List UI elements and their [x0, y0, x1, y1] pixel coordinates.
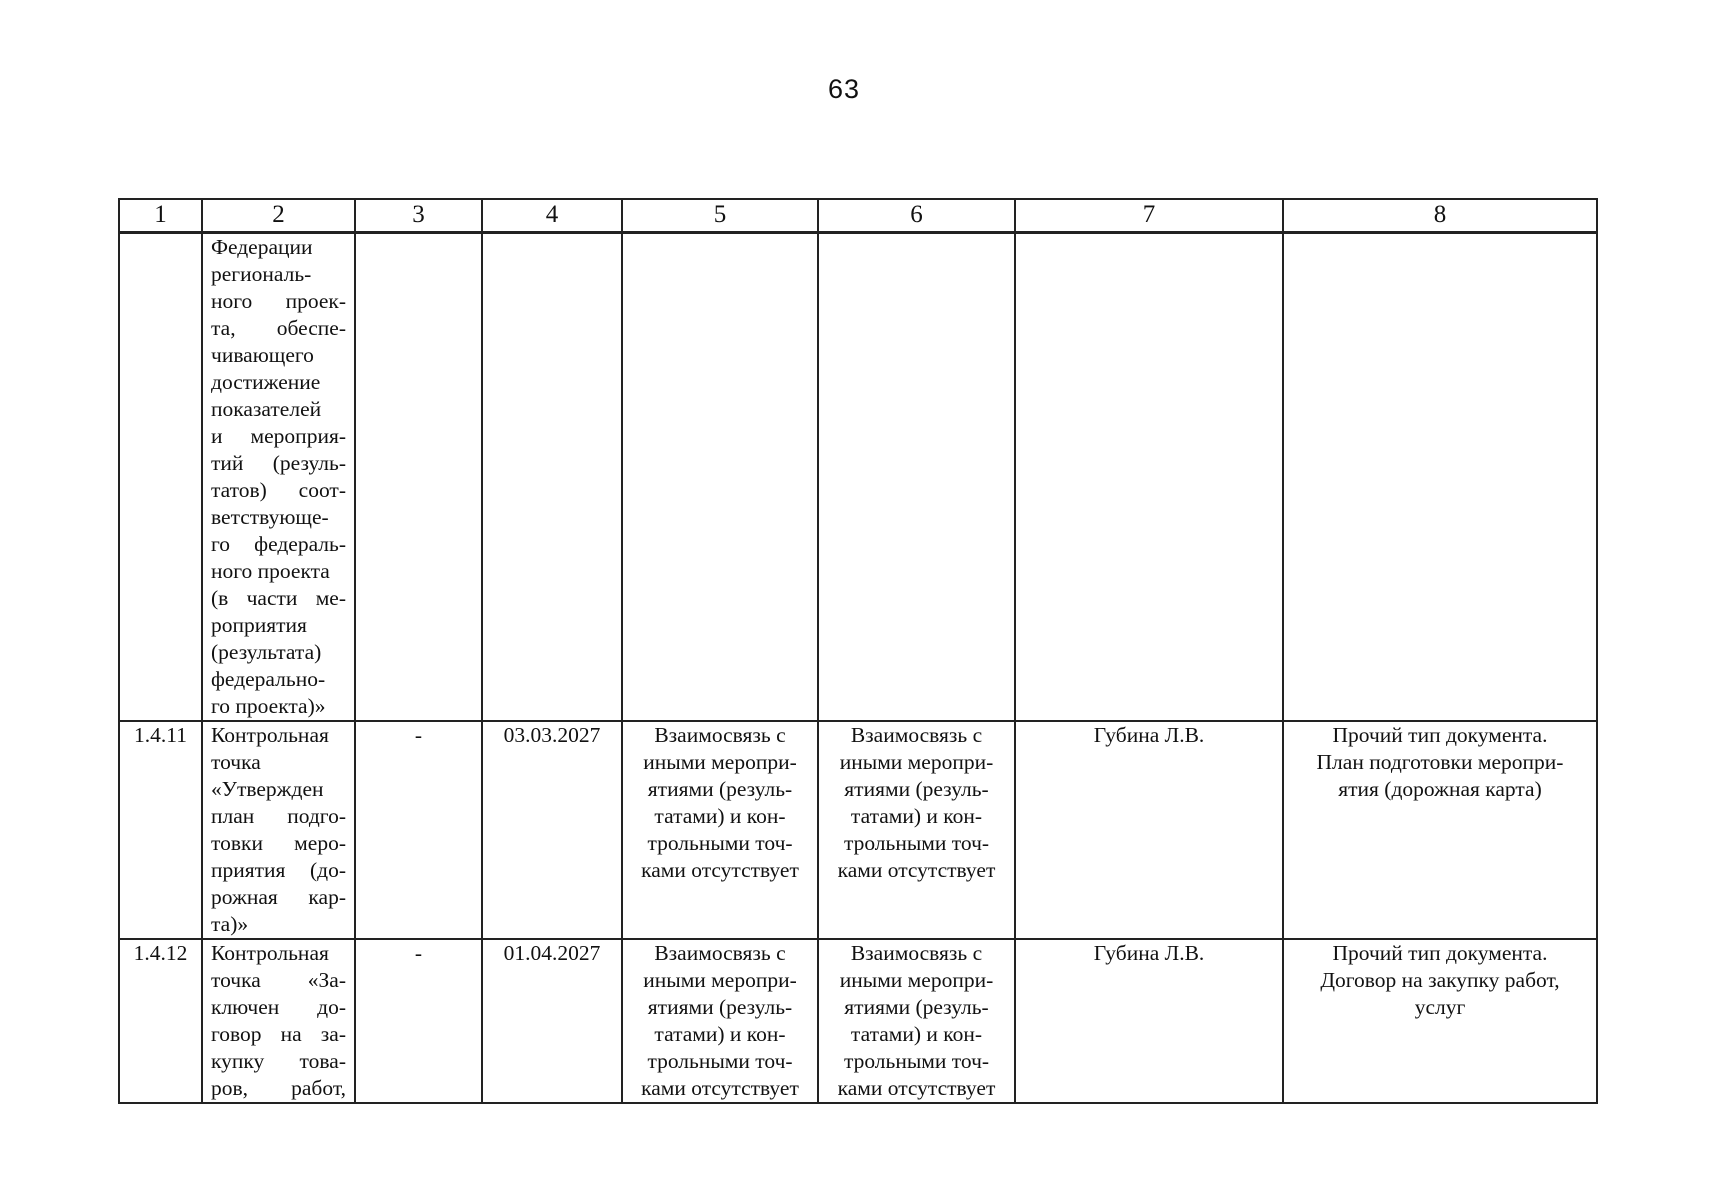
predecessors-line: ятиями (резуль- — [647, 777, 793, 801]
event-name-line: региональ- — [211, 262, 312, 286]
event-name-line: та)» — [211, 912, 249, 936]
document-cell — [1283, 721, 1597, 939]
event-name-line: и мероприя- — [211, 424, 346, 448]
document-line: План подготовки меропри- — [1316, 750, 1564, 774]
successors-line: ятиями (резуль- — [844, 995, 989, 1019]
date-cell — [482, 721, 622, 939]
event-name-line: (в части ме- — [211, 586, 346, 610]
event-name-line: план подго- — [211, 804, 346, 828]
predecessors-line: иными меропри- — [643, 968, 797, 992]
event-name-line: го федераль- — [211, 532, 346, 556]
successors-line: трольными точ- — [843, 831, 990, 855]
event-name-line: ров, работ, — [211, 1076, 346, 1100]
header-col-1: 1 — [119, 199, 202, 233]
date-value: 03.03.2027 — [503, 723, 601, 747]
document-line: Прочий тип документа. — [1332, 723, 1548, 747]
event-name-line: роприятия — [211, 613, 307, 637]
document-cell — [1283, 233, 1597, 722]
document-line: ятия (дорожная карта) — [1338, 777, 1542, 801]
header-col-8: 8 — [1283, 199, 1597, 233]
predecessors-line: Взаимосвязь с — [654, 723, 786, 747]
event-name-line: показателей — [211, 397, 322, 421]
event-name-line: го проекта)» — [211, 694, 326, 718]
successors-line: татами) и кон- — [850, 804, 983, 828]
event-name-line: купку това- — [211, 1049, 346, 1073]
predecessors-line: иными меропри- — [643, 750, 797, 774]
col3-cell — [355, 721, 482, 939]
event-name-line: говор на за- — [211, 1022, 346, 1046]
event-name-line: приятия (до- — [211, 858, 346, 882]
header-col-7: 7 — [1015, 199, 1283, 233]
responsible-cell — [1015, 233, 1283, 722]
successors-line: ками отсутствует — [837, 1076, 996, 1100]
table-row — [119, 233, 1597, 722]
event-name-line: товки меро- — [211, 831, 346, 855]
table-body — [119, 233, 1597, 1104]
event-name-cell — [202, 939, 355, 1103]
header-col-5: 5 — [622, 199, 818, 233]
successors-line: ками отсутствует — [837, 858, 996, 882]
event-name-line: точка — [211, 750, 261, 774]
event-name-line: татов) соот- — [211, 478, 346, 502]
col3-value: - — [414, 723, 423, 747]
page-number: 63 — [827, 74, 861, 104]
successors-cell — [818, 721, 1015, 939]
successors-line: ятиями (резуль- — [844, 777, 989, 801]
header-col-3: 3 — [355, 199, 482, 233]
table-row — [119, 939, 1597, 1103]
successors-cell — [818, 939, 1015, 1103]
event-name-line: точка «За- — [211, 968, 346, 992]
predecessors-cell — [622, 721, 818, 939]
successors-line: трольными точ- — [843, 1049, 990, 1073]
event-name-line: достижение — [211, 370, 321, 394]
event-name-line: чивающего — [211, 343, 314, 367]
row-number: 1.4.12 — [133, 941, 188, 965]
successors-cell — [818, 233, 1015, 722]
plan-table — [118, 198, 1598, 1104]
header-row — [119, 199, 1597, 233]
event-name-cell — [202, 721, 355, 939]
predecessors-line: трольными точ- — [647, 1049, 793, 1073]
date-value: 01.04.2027 — [503, 941, 601, 965]
predecessors-line: Взаимосвязь с — [654, 941, 786, 965]
successors-line: Взаимосвязь с — [850, 941, 983, 965]
document-cell — [1283, 939, 1597, 1103]
event-name-line: тий (резуль- — [211, 451, 346, 475]
row-number: 1.4.11 — [134, 723, 187, 747]
document-line: услуг — [1414, 995, 1466, 1019]
predecessors-line: трольными точ- — [647, 831, 793, 855]
predecessors-line: татами) и кон- — [654, 804, 786, 828]
event-name-line: рожная кар- — [211, 885, 346, 909]
successors-line: Взаимосвязь с — [850, 723, 983, 747]
col3-cell — [355, 233, 482, 722]
event-name-line: Контрольная — [211, 941, 329, 965]
event-name-line: «Утвержден — [211, 777, 324, 801]
predecessors-cell — [622, 233, 818, 722]
predecessors-cell — [622, 939, 818, 1103]
predecessors-line: татами) и кон- — [654, 1022, 786, 1046]
successors-line: татами) и кон- — [850, 1022, 983, 1046]
responsible-person: Губина Л.В. — [1093, 941, 1205, 965]
event-name-line: федерально- — [211, 667, 326, 691]
header-col-6: 6 — [818, 199, 1015, 233]
event-name-line: ключен до- — [211, 995, 346, 1019]
event-name-cell — [202, 233, 355, 722]
event-name-line: та, обеспе- — [211, 316, 346, 340]
predecessors-line: ками отсутствует — [641, 1076, 799, 1100]
col3-value: - — [414, 941, 423, 965]
col3-cell — [355, 939, 482, 1103]
responsible-person: Губина Л.В. — [1093, 723, 1205, 747]
event-name-line: ного проекта — [211, 559, 330, 583]
event-name-line: Контрольная — [211, 723, 329, 747]
successors-line: иными меропри- — [839, 750, 994, 774]
responsible-cell — [1015, 721, 1283, 939]
event-name-line: ного проек- — [211, 289, 346, 313]
successors-line: иными меропри- — [839, 968, 994, 992]
document-line: Прочий тип документа. — [1332, 941, 1548, 965]
event-name-line: ветствующе- — [211, 505, 329, 529]
date-cell — [482, 939, 622, 1103]
header-col-2: 2 — [202, 199, 355, 233]
responsible-cell — [1015, 939, 1283, 1103]
event-name-line: (результата) — [211, 640, 322, 664]
document-line: Договор на закупку работ, — [1320, 968, 1560, 992]
row-number-cell — [119, 233, 202, 722]
row-number-cell — [119, 939, 202, 1103]
predecessors-line: ятиями (резуль- — [647, 995, 793, 1019]
event-name-line: Федерации — [211, 235, 313, 259]
header-col-4: 4 — [482, 199, 622, 233]
row-number-cell — [119, 721, 202, 939]
date-cell — [482, 233, 622, 722]
table-row — [119, 721, 1597, 939]
predecessors-line: ками отсутствует — [641, 858, 799, 882]
